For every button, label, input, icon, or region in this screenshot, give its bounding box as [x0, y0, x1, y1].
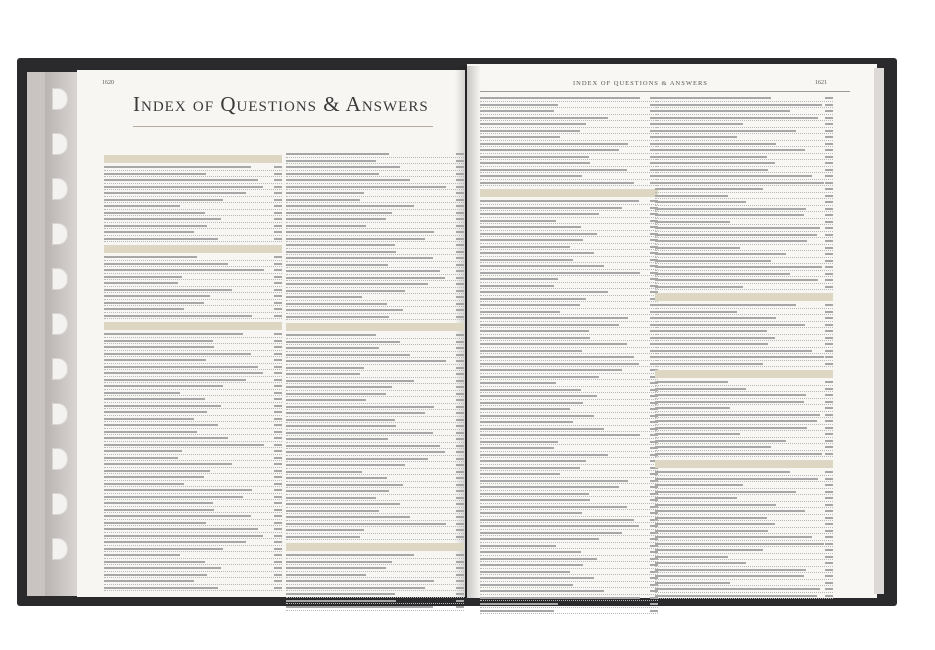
index-entry-line — [655, 272, 833, 278]
index-entry-line — [104, 275, 282, 281]
index-entry-line — [480, 368, 658, 374]
index-entry-line — [655, 226, 833, 232]
index-entry-line — [480, 401, 658, 407]
index-entry-line — [104, 268, 282, 274]
index-entry-line — [480, 168, 658, 174]
index-entry-line — [655, 380, 833, 386]
index-entry-line — [104, 410, 282, 416]
index-entry-line — [480, 433, 658, 439]
index-entry-line — [286, 463, 464, 469]
index-entry-line — [104, 211, 282, 217]
index-entry-line — [655, 310, 833, 316]
index-entry-line — [655, 581, 833, 587]
index-entry-line — [104, 204, 282, 210]
index-entry-line — [286, 346, 464, 352]
index-entry-line — [480, 537, 658, 543]
index-entry-line — [480, 531, 658, 537]
index-entry-line — [480, 388, 658, 394]
index-entry-line — [655, 103, 833, 109]
index-entry-line — [286, 522, 464, 528]
index-entry-line — [655, 555, 833, 561]
index-entry-line — [655, 129, 833, 135]
index-entry-line — [480, 199, 658, 205]
index-entry-line — [655, 316, 833, 322]
index-entry-line — [655, 362, 833, 368]
index-entry-line — [655, 329, 833, 335]
index-entry-line — [480, 472, 658, 478]
index-entry-line — [104, 501, 282, 507]
index-entry-line — [286, 359, 464, 365]
index-entry-line — [286, 599, 464, 605]
index-entry-line — [655, 285, 833, 291]
index-entry-line — [480, 219, 658, 225]
section-header-bar — [655, 370, 833, 378]
index-entry-line — [286, 230, 464, 236]
index-entry-line — [655, 542, 833, 548]
right-column-2 — [655, 96, 833, 600]
index-entry-line — [104, 527, 282, 533]
index-entry-line — [655, 194, 833, 200]
index-entry-line — [480, 427, 658, 433]
index-entry-line — [104, 404, 282, 410]
index-entry-line — [286, 470, 464, 476]
index-entry-line — [480, 498, 658, 504]
index-entry-line — [286, 250, 464, 256]
index-entry-line — [480, 446, 658, 452]
index-entry-line — [104, 436, 282, 442]
index-entry-line — [655, 496, 833, 502]
index-entry-line — [480, 394, 658, 400]
index-entry-line — [104, 185, 282, 191]
index-entry-line — [480, 284, 658, 290]
index-entry-line — [480, 155, 658, 161]
index-entry-line — [104, 475, 282, 481]
index-entry-line — [655, 187, 833, 193]
index-entry-line — [480, 116, 658, 122]
index-entry-line — [480, 518, 658, 524]
index-entry-line — [480, 570, 658, 576]
index-entry-line — [480, 557, 658, 563]
left-column-1 — [104, 152, 282, 592]
index-entry-line — [104, 217, 282, 223]
index-entry-line — [104, 456, 282, 462]
index-entry-line — [286, 282, 464, 288]
index-entry-line — [655, 503, 833, 509]
index-entry-line — [104, 307, 282, 313]
index-entry-line — [286, 366, 464, 372]
index-entry-line — [286, 586, 464, 592]
index-entry-line — [286, 315, 464, 321]
index-entry-line — [104, 443, 282, 449]
index-entry-line — [104, 553, 282, 559]
index-entry-line — [480, 596, 658, 602]
index-entry-line — [104, 365, 282, 371]
index-entry-line — [655, 233, 833, 239]
index-entry-line — [655, 265, 833, 271]
index-entry-line — [286, 185, 464, 191]
section-header-bar — [655, 293, 833, 301]
index-entry-line — [104, 514, 282, 520]
index-entry-line — [480, 103, 658, 109]
index-entry-line — [655, 587, 833, 593]
index-entry-line — [286, 191, 464, 197]
index-entry-line — [104, 540, 282, 546]
index-entry-line — [480, 290, 658, 296]
title-underline — [133, 126, 433, 127]
index-entry-line — [655, 161, 833, 167]
index-entry-line — [655, 594, 833, 600]
index-entry-line — [286, 263, 464, 269]
index-entry-line — [480, 135, 658, 141]
index-entry-line — [286, 515, 464, 521]
index-entry-line — [655, 445, 833, 451]
index-entry-line — [480, 355, 658, 361]
index-entry-line — [480, 505, 658, 511]
index-entry-line — [655, 561, 833, 567]
index-entry-line — [655, 548, 833, 554]
index-entry-line — [286, 457, 464, 463]
index-entry-line — [104, 358, 282, 364]
index-entry-line — [286, 605, 464, 611]
index-entry-line — [655, 349, 833, 355]
index-entry-line — [286, 333, 464, 339]
index-entry-line — [286, 528, 464, 534]
index-entry-line — [480, 375, 658, 381]
index-entry-line — [480, 524, 658, 530]
index-entry-line — [480, 479, 658, 485]
index-entry-line — [655, 387, 833, 393]
index-entry-line — [480, 459, 658, 465]
index-entry-line — [655, 207, 833, 213]
index-entry-line — [655, 509, 833, 515]
index-entry-line — [655, 393, 833, 399]
index-entry-line — [286, 424, 464, 430]
running-head: INDEX OF QUESTIONS & ANSWERS — [573, 80, 708, 87]
index-entry-line — [655, 516, 833, 522]
index-entry-line — [286, 302, 464, 308]
index-entry-line — [480, 122, 658, 128]
index-entry-line — [655, 174, 833, 180]
index-entry-line — [655, 278, 833, 284]
index-entry-line — [104, 301, 282, 307]
index-entry-line — [286, 405, 464, 411]
section-header-bar — [655, 460, 833, 468]
section-header-bar — [480, 189, 658, 197]
index-entry-line — [286, 553, 464, 559]
index-entry-line — [104, 332, 282, 338]
index-entry-line — [286, 237, 464, 243]
index-entry-line — [655, 142, 833, 148]
index-entry-line — [286, 535, 464, 541]
index-entry-line — [655, 303, 833, 309]
index-entry-line — [104, 262, 282, 268]
left-page-number: 1620 — [102, 80, 114, 86]
index-entry-line — [480, 329, 658, 335]
index-entry-line — [104, 352, 282, 358]
index-entry-line — [104, 573, 282, 579]
index-entry-line — [104, 579, 282, 585]
index-entry-line — [655, 213, 833, 219]
index-entry-line — [480, 142, 658, 148]
index-entry-line — [286, 496, 464, 502]
index-entry-line — [104, 255, 282, 261]
index-entry-line — [286, 372, 464, 378]
right-column-1 — [480, 96, 658, 615]
index-entry-line — [480, 161, 658, 167]
index-entry-line — [104, 534, 282, 540]
index-entry-line — [286, 256, 464, 262]
index-entry-line — [286, 431, 464, 437]
index-entry-line — [480, 576, 658, 582]
index-entry-line — [655, 490, 833, 496]
index-entry-line — [286, 379, 464, 385]
index-entry-line — [104, 391, 282, 397]
index-entry-line — [286, 450, 464, 456]
index-entry-line — [480, 511, 658, 517]
index-entry-line — [286, 392, 464, 398]
index-entry-line — [480, 563, 658, 569]
index-entry-line — [655, 181, 833, 187]
index-entry-line — [104, 397, 282, 403]
index-entry-line — [480, 109, 658, 115]
index-entry-line — [286, 152, 464, 158]
index-entry-line — [104, 462, 282, 468]
index-entry-line — [480, 297, 658, 303]
index-entry-line — [286, 353, 464, 359]
index-entry-line — [286, 573, 464, 579]
index-entry-line — [480, 310, 658, 316]
index-entry-line — [655, 200, 833, 206]
index-entry-line — [286, 198, 464, 204]
section-header-bar — [286, 543, 464, 551]
index-entry-line — [104, 345, 282, 351]
index-entry-line — [286, 224, 464, 230]
index-entry-line — [480, 129, 658, 135]
index-entry-line — [286, 211, 464, 217]
page-title: Index of Questions & Answers — [133, 92, 429, 116]
index-entry-line — [655, 477, 833, 483]
index-entry-line — [286, 592, 464, 598]
index-entry-line — [655, 483, 833, 489]
index-entry-line — [480, 602, 658, 608]
index-entry-line — [655, 574, 833, 580]
index-entry-line — [480, 362, 658, 368]
index-entry-line — [480, 148, 658, 154]
index-entry-line — [104, 281, 282, 287]
index-entry-line — [286, 411, 464, 417]
index-entry-line — [480, 440, 658, 446]
index-entry-line — [480, 225, 658, 231]
index-entry-line — [104, 230, 282, 236]
index-entry-line — [104, 495, 282, 501]
index-entry-line — [104, 560, 282, 566]
index-entry-line — [480, 258, 658, 264]
index-entry-line — [480, 414, 658, 420]
index-entry-line — [480, 466, 658, 472]
index-entry-line — [104, 178, 282, 184]
index-entry-line — [655, 419, 833, 425]
index-entry-line — [480, 303, 658, 309]
index-entry-line — [480, 485, 658, 491]
index-entry-line — [286, 566, 464, 572]
index-entry-line — [655, 96, 833, 102]
index-entry-line — [655, 342, 833, 348]
index-entry-line — [286, 483, 464, 489]
index-entry-line — [104, 482, 282, 488]
index-entry-line — [286, 289, 464, 295]
index-entry-line — [480, 323, 658, 329]
index-entry-line — [286, 502, 464, 508]
left-column-2 — [286, 152, 464, 612]
index-entry-line — [286, 204, 464, 210]
index-entry-line — [286, 437, 464, 443]
index-entry-line — [655, 439, 833, 445]
index-entry-line — [286, 560, 464, 566]
index-entry-line — [655, 220, 833, 226]
index-entry-line — [286, 509, 464, 515]
index-entry-line — [104, 586, 282, 592]
index-entry-line — [655, 426, 833, 432]
index-entry-line — [104, 371, 282, 377]
index-entry-line — [104, 488, 282, 494]
index-entry-line — [480, 544, 658, 550]
index-entry-line — [480, 550, 658, 556]
index-entry-line — [480, 232, 658, 238]
index-entry-line — [480, 609, 658, 615]
index-entry-line — [104, 430, 282, 436]
right-page-edges — [874, 68, 884, 594]
index-entry-line — [286, 340, 464, 346]
index-entry-line — [655, 109, 833, 115]
index-entry-line — [655, 535, 833, 541]
section-header-bar — [104, 322, 282, 330]
section-header-bar — [104, 245, 282, 253]
index-entry-line — [655, 259, 833, 265]
index-entry-line — [655, 400, 833, 406]
index-entry-line — [655, 470, 833, 476]
header-rule — [480, 91, 850, 92]
index-entry-line — [104, 547, 282, 553]
index-entry-line — [655, 168, 833, 174]
index-entry-line — [480, 420, 658, 426]
index-entry-line — [480, 264, 658, 270]
index-entry-line — [286, 444, 464, 450]
index-entry-line — [655, 522, 833, 528]
index-entry-line — [286, 243, 464, 249]
index-entry-line — [104, 237, 282, 243]
index-entry-line — [655, 122, 833, 128]
index-entry-line — [480, 277, 658, 283]
index-entry-line — [286, 269, 464, 275]
index-entry-line — [480, 349, 658, 355]
index-entry-line — [480, 174, 658, 180]
index-entry-line — [480, 181, 658, 187]
index-entry-line — [480, 407, 658, 413]
index-entry-line — [104, 508, 282, 514]
index-entry-line — [655, 135, 833, 141]
index-entry-line — [286, 217, 464, 223]
index-entry-line — [104, 314, 282, 320]
index-entry-line — [480, 206, 658, 212]
index-entry-line — [480, 583, 658, 589]
index-entry-line — [655, 148, 833, 154]
index-entry-line — [655, 432, 833, 438]
index-entry-line — [480, 245, 658, 251]
index-entry-line — [480, 316, 658, 322]
index-entry-line — [655, 336, 833, 342]
index-entry-line — [104, 172, 282, 178]
index-entry-line — [480, 251, 658, 257]
index-entry-line — [104, 449, 282, 455]
index-entry-line — [655, 323, 833, 329]
right-page-number: 1621 — [815, 80, 827, 86]
index-entry-line — [104, 417, 282, 423]
index-entry-line — [286, 489, 464, 495]
index-entry-line — [104, 224, 282, 230]
index-entry-line — [655, 406, 833, 412]
index-entry-line — [286, 579, 464, 585]
index-entry-line — [286, 172, 464, 178]
index-entry-line — [286, 276, 464, 282]
index-entry-line — [286, 159, 464, 165]
index-entry-line — [104, 384, 282, 390]
index-entry-line — [104, 521, 282, 527]
index-entry-line — [104, 288, 282, 294]
index-entry-line — [480, 589, 658, 595]
index-entry-line — [655, 452, 833, 458]
index-entry-line — [104, 469, 282, 475]
index-entry-line — [104, 378, 282, 384]
index-entry-line — [286, 308, 464, 314]
index-entry-line — [286, 178, 464, 184]
index-entry-line — [480, 492, 658, 498]
index-entry-line — [655, 239, 833, 245]
index-entry-line — [655, 252, 833, 258]
index-entry-line — [655, 246, 833, 252]
index-entry-line — [104, 165, 282, 171]
index-entry-line — [480, 212, 658, 218]
index-entry-line — [655, 413, 833, 419]
index-entry-line — [480, 336, 658, 342]
index-entry-line — [480, 342, 658, 348]
index-entry-line — [286, 418, 464, 424]
index-entry-line — [480, 271, 658, 277]
index-entry-line — [480, 381, 658, 387]
index-entry-line — [480, 453, 658, 459]
index-entry-line — [286, 476, 464, 482]
index-entry-line — [286, 295, 464, 301]
index-entry-line — [655, 355, 833, 361]
index-entry-line — [286, 385, 464, 391]
section-header-bar — [104, 155, 282, 163]
index-entry-line — [655, 116, 833, 122]
index-entry-line — [104, 423, 282, 429]
index-entry-line — [655, 155, 833, 161]
index-entry-line — [286, 398, 464, 404]
index-entry-line — [104, 198, 282, 204]
index-entry-line — [286, 165, 464, 171]
section-header-bar — [286, 323, 464, 331]
index-entry-line — [104, 294, 282, 300]
index-entry-line — [480, 238, 658, 244]
index-entry-line — [104, 339, 282, 345]
index-entry-line — [655, 529, 833, 535]
index-entry-line — [104, 191, 282, 197]
index-entry-line — [104, 566, 282, 572]
index-entry-line — [655, 568, 833, 574]
index-entry-line — [480, 96, 658, 102]
